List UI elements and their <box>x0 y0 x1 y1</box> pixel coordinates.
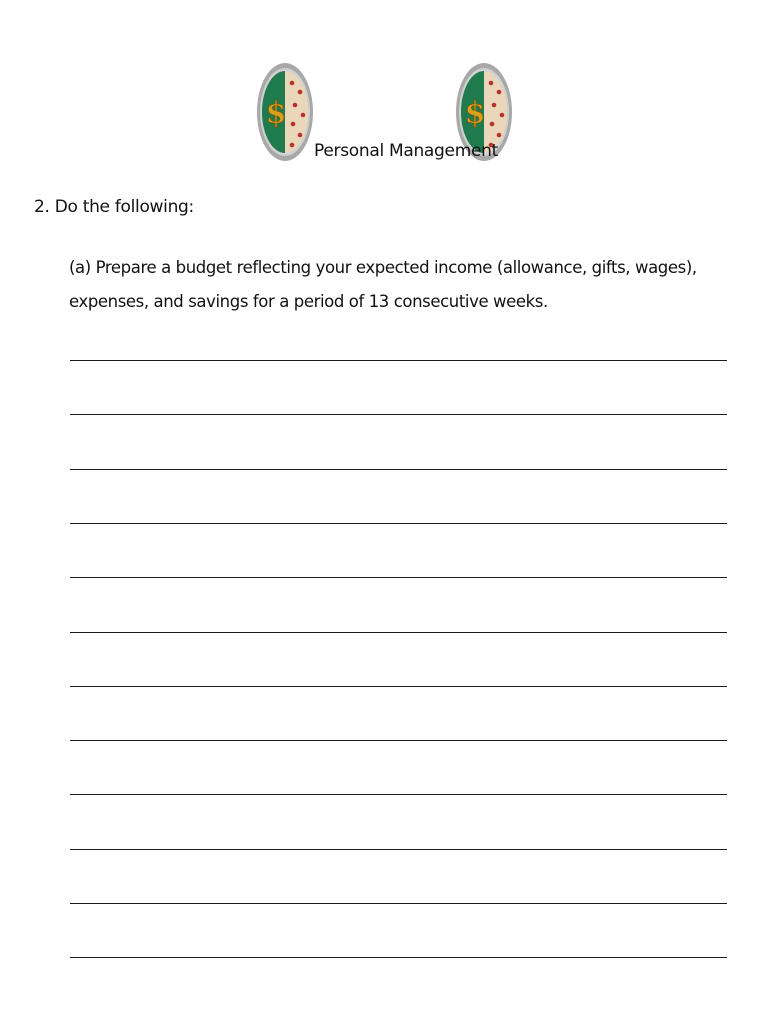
answer-line[interactable] <box>70 632 727 633</box>
answer-line[interactable] <box>70 794 727 795</box>
answer-line[interactable] <box>70 577 727 578</box>
answer-line[interactable] <box>70 849 727 850</box>
question-heading: 2. Do the following: <box>34 197 194 217</box>
answer-line[interactable] <box>70 686 727 687</box>
answer-line[interactable] <box>70 523 727 524</box>
svg-text:$: $ <box>464 96 486 131</box>
question-part-a: (a) Prepare a budget reflecting your expected income (allowance, gifts, wages), expenses, and savings for a period of 13 consecutive weeks. <box>69 258 697 311</box>
answer-line[interactable] <box>70 414 727 415</box>
answer-line[interactable] <box>70 740 727 741</box>
answer-line[interactable] <box>70 469 727 470</box>
answer-line[interactable] <box>70 903 727 904</box>
answer-lines[interactable] <box>70 0 727 1024</box>
svg-text:$: $ <box>265 96 287 131</box>
answer-line[interactable] <box>70 360 727 361</box>
page-title: Personal Management <box>314 141 498 161</box>
answer-line[interactable] <box>70 957 727 958</box>
